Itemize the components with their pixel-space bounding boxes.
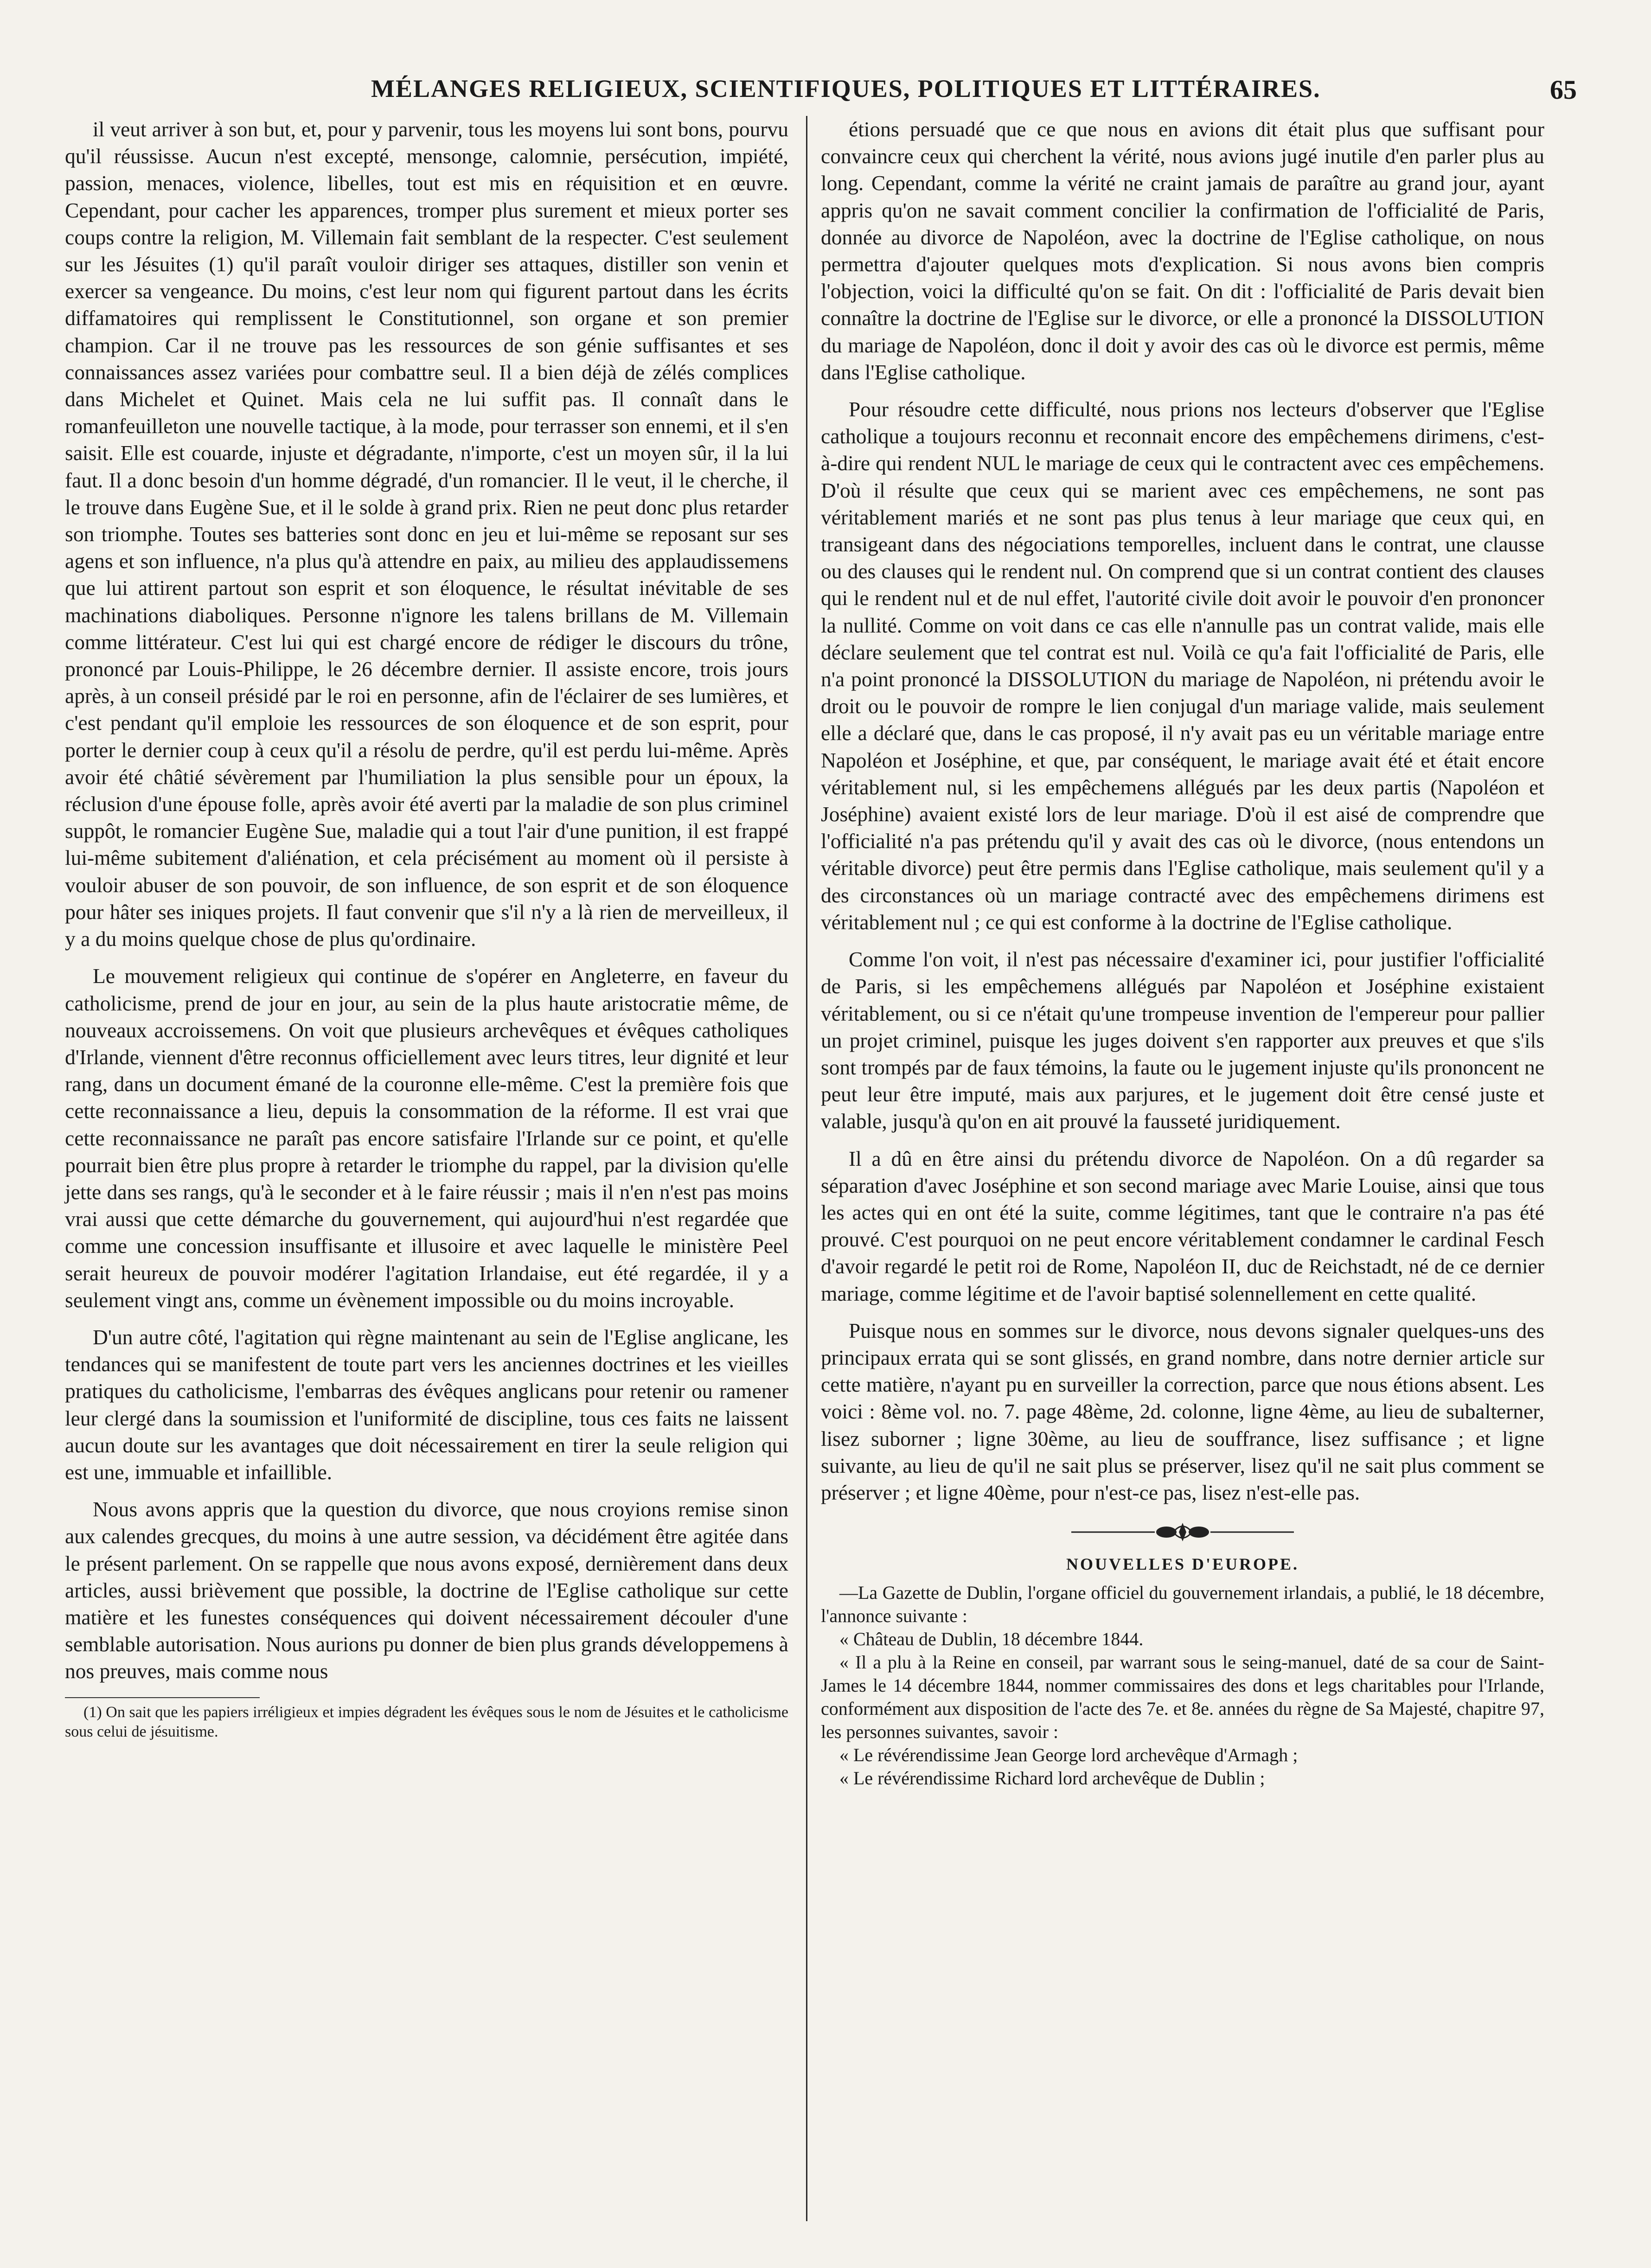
paragraph-juges: Comme l'on voit, il n'est pas nécessaire d'examiner ici, pour justifier l'officialité de Paris, si les empêchemens allégués par Napoléon et Joséphine existaient véritablement, ou si ce n'était qu'une trompeuse invention de l'empereur pour pallier un projet criminel, puisque les juges doivent s'en rapporter aux preuves et que s'ils sont trompés par de faux témoins, la faute ou le jugement injuste qu'ils prononcent ne peut leur être imputé, mais aux parjures, et le jugement doit être censé juste et valable, jusqu'à qu'on en ait prouvé la fausseté juridiquement. <box>821 947 1544 1133</box>
running-head: MÉLANGES RELIGIEUX, SCIENTIFIQUES, POLITIQUES ET LITTÉRAIRES. <box>371 75 1321 102</box>
paragraph-eglise-anglicane: D'un autre côté, l'agitation qui règne maintenant au sein de l'Eglise anglicane, les tendances qui se manifestent de toute part vers les anciennes doctrines et les vieilles pratiques du catholicisme, l'embarras des évêques anglicans pour retenir ou ramener leur clergé dans la soumission et l'uniformité de discipline, tous ces faits ne laissent aucun doute sur les avantages que doit nécessairement en tirer la seule religion qui est une, immuable et infaillible. <box>65 1325 788 1484</box>
paragraph-villemain: il veut arriver à son but, et, pour y parvenir, tous les moyens lui sont bons, pourvu qu'il réussisse. Aucun n'est excepté, mensonge, calomnie, persécution, impiété, passion, menaces, violence, libelles, tout est mis en réquisition et en œuvre. Cependant, pour cacher les apparences, tromper plus surement et mieux porter ses coups contre la religion, M. Villemain fait semblant de la respecter. C'est seulement sur les Jésuites (1) qu'il paraît vouloir diriger ses attaques, distiller son venin et exercer sa vengeance. Du moins, c'est leur nom qui figurent partout dans les écrits diffamatoires qui remplissent le Constitutionnel, son organe et son premier champion. Car il ne trouve pas les ressources de son génie suffisantes et ses connaissances assez variées pour combattre seul. Il a bien déjà de zélés complices dans Michelet et Quinet. Mais cela ne lui suffit pas. Il connaît dans le romanfeuilleton une nouvelle tactique, à la mode, pour terrasser son ennemi, et il s'en saisit. Elle est couarde, injuste et dégradante, n'importe, c'est un moyen sûr, il la lui faut. Il a donc besoin d'un homme dégradé, d'un romancier. Il le veut, il le cherche, il le trouve dans Eugène Sue, et il le solde à grand prix. Rien ne peut donc plus retarder son triomphe. Toutes ses batteries sont donc en jeu et lui-même se reposant sur ses agens et son influence, n'a plus qu'à attendre en paix, au milieu des applaudissemens que lui attirent partout son esprit et son éloquence, le résultat inévitable de ses machinations diaboliques. Personne n'ignore les talens brillans de M. Villemain comme littérateur. C'est lui qui est chargé encore de rédiger le discours du trône, prononcé par Louis-Philippe, le 26 décembre dernier. Il assiste encore, trois jours après, à un conseil présidé par le roi en personne, afin de l'éclairer de ses lumières, et c'est pendant qu'il emploie les ressources de son éloquence et de son esprit, pour porter le dernier coup à ceux qu'il a résolu de perdre, qu'il est perdu lui-même. Après avoir été châtié sévèrement par l'humiliation la plus sensible pour un époux, la réclusion d'une épouse folle, après avoir été averti par la maladie de son plus criminel suppôt, le romancier Eugène Sue, maladie qui a tout l'air d'une punition, il est frappé lui-même subitement d'aliénation, et cela précisément au moment où il persiste à vouloir abuser de son pouvoir, de son influence, de son esprit et de son éloquence pour hâter ses iniques projets. Il faut convenir que s'il n'y a là rien de merveilleux, il y a du moins quelque chose de plus qu'ordinaire. <box>65 117 788 951</box>
ornament-divider <box>821 1518 1544 1546</box>
paragraph-errata: Puisque nous en sommes sur le divorce, nous devons signaler quelques-uns des principaux errata qui se sont glissés, en grand nombre, dans notre dernier article sur cette matière, n'ayant pu en surveiller la correction, parce que nous étions absent. Les voici : 8ème vol. no. 7. page 48ème, 2d. colonne, ligne 4ème, au lieu de subalterner, lisez suborner ; ligne 30ème, au lieu de souffrance, lisez suffisance ; et ligne suivante, au lieu de qu'il ne sait plus se préserver, lisez qu'il ne sait plus comment se préserver ; et ligne 40ème, pour n'est-ce pas, lisez n'est-elle pas. <box>821 1318 1544 1504</box>
right-column <box>821 116 1544 1790</box>
page-number: 65 <box>1550 75 1577 105</box>
paragraph-divorce-intro: Nous avons appris que la question du divorce, que nous croyions remise sinon aux calendes grecques, du moins à une autre session, va décidément être agitée dans le présent parlement. On se rappelle que nous avons exposé, dernièrement dans deux articles, aussi brièvement que possible, la doctrine de l'Eglise catholique sur cette matière et les funestes conséquences qui doivent nécessairement découler d'une semblable autorisation. Nous aurions pu donner de bien plus grands développemens à nos preuves, mais comme nous <box>65 1497 788 1683</box>
section-title-nouvelles: NOUVELLES D'EUROPE. <box>1066 1555 1299 1574</box>
column-divider <box>806 116 807 2221</box>
news-line: « Le révérendissime Richard lord archevêque de Dublin ; <box>839 1768 1265 1789</box>
news-section <box>821 1581 1544 1790</box>
paragraph-empechemens: Pour résoudre cette difficulté, nous prions nos lecteurs d'observer que l'Eglise catholique a toujours reconnu et reconnait encore des empêchemens dirimens, c'est-à-dire qui rendent NUL le mariage de ceux qui le contractent avec ces empêchemens. D'où il résulte que ceux qui se marient avec ces empêchemens, ne sont pas véritablement mariés et ne sont pas plus tenus à leur mariage que ceux qui, en transigeant dans des négociations temporelles, incluent dans le contrat, une clausse ou des clauses qui le rendent nul. On comprend que si un contrat contient des clauses qui le rendent nul et de nul effet, l'autorité civile doit avoir le pouvoir d'en prononcer la nullité. Comme on voit dans ce cas elle n'annulle pas un contrat valide, mais elle déclare seulement que tel contrat est nul. Voilà ce qu'a fait l'officialité de Paris, elle n'a point prononcé la DISSOLUTION du mariage de Napoléon, ni prétendu avoir le droit ou le pouvoir de rompre le lien conjugal d'un mariage valide, mais seulement elle a déclaré que, dans le cas proposé, il n'y avait pas eu un véritable mariage entre Napoléon et Joséphine, et que, par conséquent, le mariage avait été et était encore véritablement nul, si les empêchemens allégués par les deux partis (Napoléon et Joséphine) avaient existé lors de leur mariage. D'où il est aisé de comprendre que l'officialité n'a pas prétendu qu'il y avait des cas où le divorce, (nous entendons un véritable divorce) peut être permis dans l'Eglise catholique, mais seulement qu'il y a des circonstances où un mariage contracté avec des empêchemens dirimens est véritablement nul ; ce qui est conforme à la doctrine de l'Eglise catholique. <box>821 397 1544 934</box>
news-line: « Le révérendissime Jean George lord archevêque d'Armagh ; <box>839 1744 1298 1766</box>
paragraph-officialite: étions persuadé que ce que nous en avions dit était plus que suffisant pour convaincre ceux qui cherchent la vérité, nous avions jugé inutile d'en parler plus au long. Cependant, comme la vérité ne craint jamais de paraître au grand jour, ayant appris qu'on ne savait comment concilier la confirmation de l'officialité de Paris, donnée au divorce de Napoléon, avec la doctrine de l'Eglise catholique, on nous permettra d'ajouter quelques mots d'explication. Si nous avons bien compris l'objection, voici la difficulté qu'on se fait. On dit : l'officialité de Paris devait bien connaître la doctrine de l'Eglise sur le divorce, or elle a prononcé la DISSOLUTION du mariage de Napoléon, donc il doit y avoir des cas où le divorce est permis, même dans l'Eglise catholique. <box>821 117 1544 384</box>
page-header <box>74 70 1577 111</box>
left-column <box>65 116 788 1742</box>
ornament-icon <box>1062 1518 1303 1546</box>
news-line: —La Gazette de Dublin, l'organe officiel du gouvernement irlandais, a publié, le 18 décembre, l'annonce suivante : <box>821 1582 1544 1627</box>
footnote: (1) On sait que les papiers irréligieux et impies dégradent les évêques sous le nom de Jésuites et le catholicisme sous celui de jésuitisme. <box>65 1703 788 1740</box>
news-line: « Il a plu à la Reine en conseil, par warrant sous le seing-manuel, daté de sa cour de Saint-James le 14 décembre 1844, nommer commissaires des dons et legs charitables pour l'Irlande, conformément aux disposition de l'acte des 7e. et 8e. années du règne de Sa Majesté, chapitre 97, les personnes suivantes, savoir : <box>821 1652 1544 1743</box>
news-line: « Château de Dublin, 18 décembre 1844. <box>839 1629 1144 1650</box>
paragraph-napoleon: Il a dû en être ainsi du prétendu divorce de Napoléon. On a dû regarder sa séparation d'avec Joséphine et son second mariage avec Marie Louise, ainsi que tous les actes qui en ont été la suite, comme légitimes, tant que le contraire n'a pas été prouvé. C'est pourquoi on ne peut encore véritablement condamner le cardinal Fesch d'avoir regardé le petit roi de Rome, Napoléon II, duc de Reichstadt, né de ce dernier mariage, comme légitime et de l'avoir baptisé solennellement en cette qualité. <box>821 1146 1544 1305</box>
footnote-divider <box>65 1697 260 1698</box>
paragraph-angleterre: Le mouvement religieux qui continue de s'opérer en Angleterre, en faveur du catholicisme, prend de jour en jour, au sein de la plus haute aristocratie même, de nouveaux accroissemens. On voit que plusieurs archevêques et évêques catholiques d'Irlande, viennent d'être reconnus officiellement avec leurs titres, leur dignité et leur rang, dans un document émané de la couronne elle-même. C'est la première fois que cette reconnaissance a lieu, depuis la consommation de la réforme. Il est vrai que cette reconnaissance ne paraît pas encore satisfaire l'Irlande sur ce point, et qu'elle pourrait bien être plus propre à retarder le triomphe du rappel, par la division qu'elle jette dans ses rangs, qu'à le seconder et à le faire réussir ; mais il n'en n'est pas moins vrai aussi que cette démarche du gouvernement, qui aujourd'hui n'est regardée que comme une concession insuffisante et illusoire et avec laquelle le ministère Peel serait heureux de pouvoir modérer l'agitation Irlandaise, eut été regardée, il y a seulement vingt ans, comme un évènement impossible ou du moins incroyable. <box>65 964 788 1312</box>
